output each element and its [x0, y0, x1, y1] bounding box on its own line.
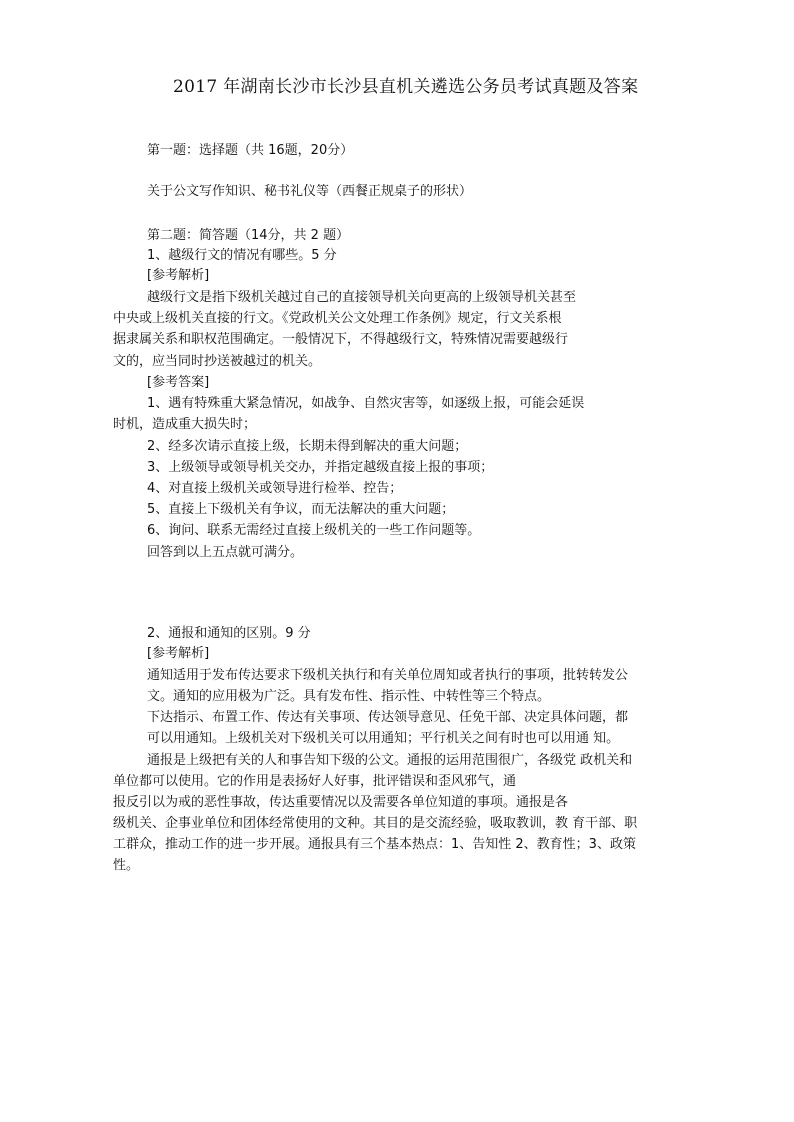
q2-analysis-label: [参考解析] — [147, 646, 210, 661]
q2-analysis-line: 可以用通知。上级机关对下级机关可以用通知；平行机关之间有时也可以用通 知。 — [147, 731, 620, 746]
section1-note: 关于公文写作知识、秘书礼仪等（西餐正规桌子的形状） — [147, 184, 473, 199]
q2-analysis-line: 文。通知的应用极为广泛。具有发布性、指示性、中转性等三个特点。 — [147, 689, 551, 704]
q2-analysis-line: 级机关、企事业单位和团体经常使用的文种。其目的是交流经验，吸取教训，教 育干部、职 — [113, 816, 638, 831]
q1-analysis-label: [参考解析] — [147, 268, 210, 283]
q1-answer-line: 时机，造成重大损失时； — [113, 417, 257, 432]
q2-question: 2、通报和通知的区别。9 分 — [147, 626, 311, 641]
q1-analysis-line: 据隶属关系和职权范围确定。一般情况下，不得越级行文，特殊情况需要越级行 — [113, 332, 569, 347]
q1-analysis-line: 越级行文是指下级机关越过自己的直接领导机关向更高的上级领导机关甚至 — [147, 290, 577, 305]
q1-analysis-line: 中央或上级机关直接的行文。《党政机关公文处理工作条例》规定，行文关系根 — [113, 311, 562, 326]
q1-answer-line: 6、询问、联系无需经过直接上级机关的一些工作问题等。 — [147, 523, 481, 538]
q2-analysis-line: 性。 — [113, 858, 140, 873]
q2-analysis-line: 通报是上级把有关的人和事告知下级的公文。通报的运用范围很广，各级党 政机关和 — [147, 753, 633, 768]
q1-answer-line: 5、直接上下级机关有争议，而无法解决的重大问题； — [147, 502, 455, 517]
q2-analysis-line: 工群众，推动工作的进一步开展。通报具有三个基本热点：1、告知性 2、教育性；3、政策 — [113, 837, 636, 852]
section2-heading: 第二题：简答题（14分，共 2 题） — [147, 228, 350, 243]
q1-analysis-line: 文的，应当同时抄送被越过的机关。 — [113, 354, 322, 369]
q1-question: 1、越级行文的情况有哪些。5 分 — [147, 248, 337, 263]
q1-answer-label: [参考答案] — [147, 375, 210, 390]
q1-answer-line: 3、上级领导或领导机关交办，并指定越级直接上报的事项； — [147, 460, 494, 475]
section1-heading: 第一题：选择题（共 16题，20分） — [147, 143, 354, 158]
q2-analysis-line: 单位都可以使用。它的作用是表扬好人好事，批评错误和歪风邪气，通 — [113, 774, 517, 789]
q1-answer-line: 1、遇有特殊重大紧急情况，如战争、自然灾害等，如逐级上报，可能会延误 — [147, 396, 585, 411]
q2-analysis-line: 通知适用于发布传达要求下级机关执行和有关单位周知或者执行的事项，批转转发公 — [147, 668, 629, 683]
q2-analysis-line: 报反引以为戒的恶性事故，传达重要情况以及需要各单位知道的事项。通报是各 — [113, 795, 569, 810]
page-title: 2017 年湖南长沙市长沙县直机关遴选公务员考试真题及答案 — [173, 77, 639, 97]
q2-analysis-line: 下达指示、布置工作、传达有关事项、传达领导意见、任免干部、决定具体问题，都 — [147, 710, 629, 725]
q1-answer-line: 回答到以上五点就可满分。 — [147, 545, 304, 560]
q1-answer-line: 2、经多次请示直接上级，长期未得到解决的重大问题； — [147, 439, 468, 454]
q1-answer-line: 4、对直接上级机关或领导进行检举、控告； — [147, 481, 403, 496]
